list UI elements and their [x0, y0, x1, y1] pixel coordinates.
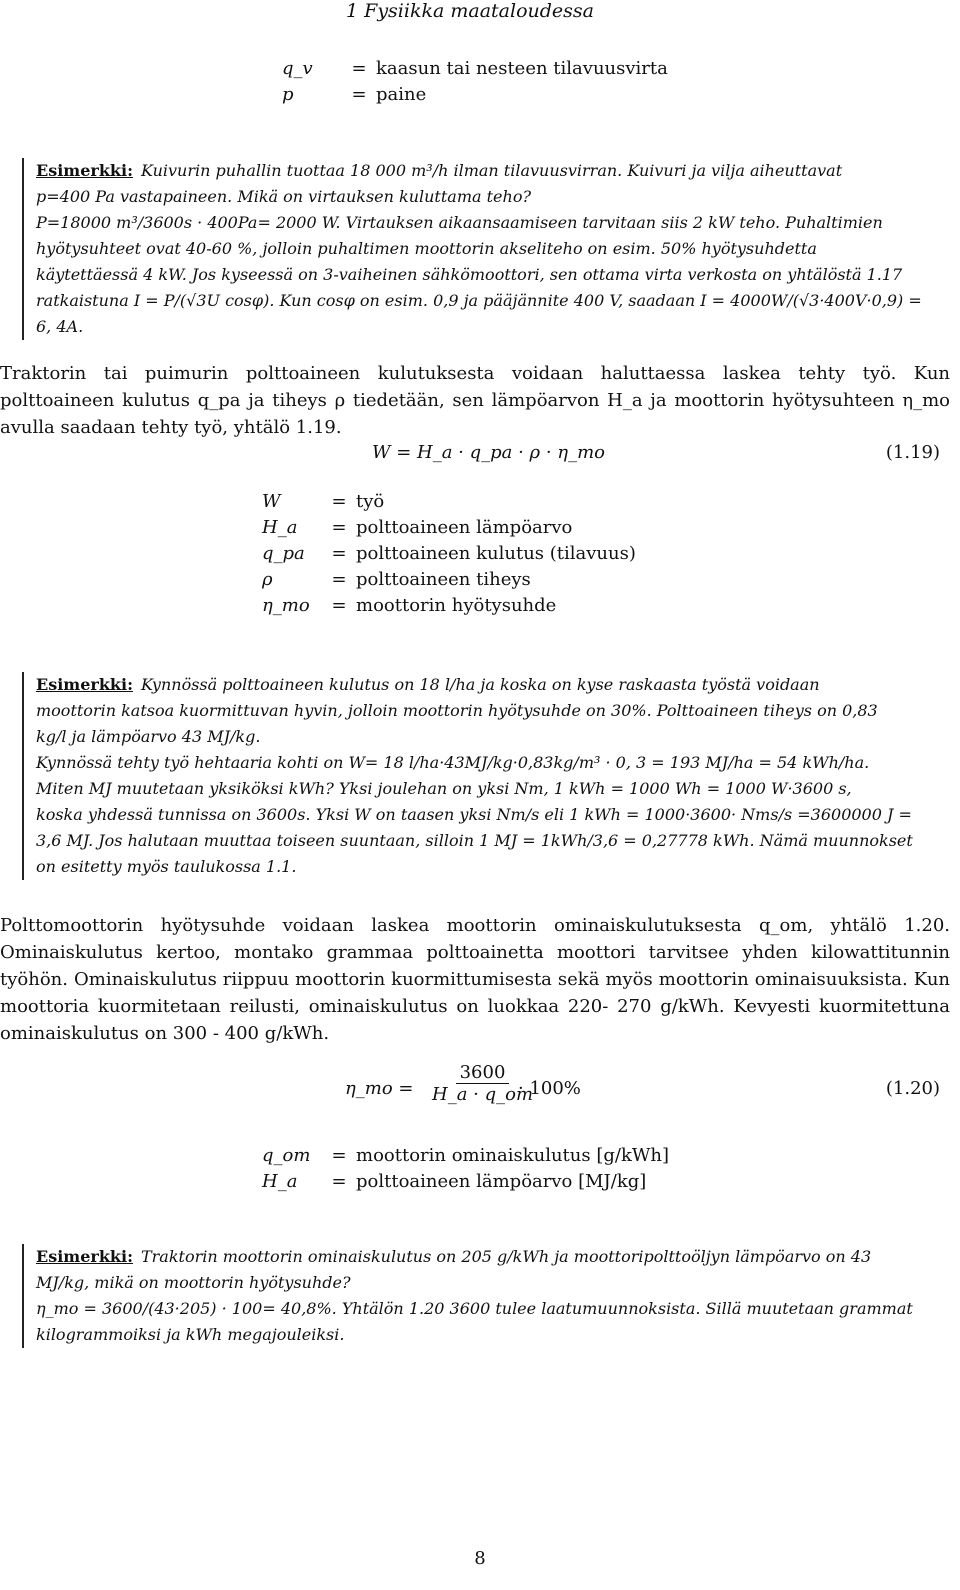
definition-list-3 [262, 1142, 669, 1194]
definition-row [262, 488, 636, 514]
fraction-numerator: 3600 [456, 1062, 510, 1084]
equation-number: (1.19) [885, 442, 940, 463]
chapter-title: 1 Fysiikka maataloudessa [346, 0, 594, 22]
fraction-denominator: H_a · q_om [432, 1084, 534, 1105]
definition-symbol: p [282, 83, 294, 105]
example-label: Esimerkki: [36, 1247, 133, 1266]
example-line: Kynnössä tehty työ hehtaaria kohti on W= 18 l/ha·43MJ/kg·0,83kg/m³ · 0, 3 = 193 MJ/ha = 54 kWh/ha. [36, 753, 870, 772]
example-line: p=400 Pa vastapaineen. Mikä on virtauksen kuluttama teho? [36, 187, 532, 206]
page-header [0, 0, 960, 22]
example-label: Esimerkki: [36, 675, 133, 694]
definition-row [262, 540, 636, 566]
paragraph-efficiency: Polttomoottorin hyötysuhde voidaan laskea moottorin ominaiskulutuksesta q_om, yhtälö 1.20. Ominaiskulutus kertoo, montako grammaa polttoainetta moottori tarvitsee yhden kilowattitunnin työhön. Ominaiskulutus riippuu moottorin kuormittumisesta sekä myös moottorin ominaisuuksista. Kun moottoria kuormitetaan reilusti, ominaiskulutus on luokkaa 220- 270 g/kWh. Kevyesti kuormitettuna ominaiskulutus on 300 - 400 g/kWh. [0, 915, 950, 1044]
example-box-3 [22, 1244, 936, 1348]
definition-symbol: H_a [262, 1170, 298, 1192]
definition-equals: = [331, 1170, 347, 1192]
equation-1-19 [0, 442, 950, 470]
definition-row [262, 592, 636, 618]
example-line: kg/l ja lämpöarvo 43 MJ/kg. [36, 727, 261, 746]
definition-row [262, 514, 636, 540]
definition-text: polttoaineen lämpöarvo [MJ/kg] [356, 1170, 647, 1192]
example-line: Esimerkki: Kynnössä polttoaineen kulutus on 18 l/ha ja koska on kyse raskaasta työstä voidaan [36, 675, 820, 694]
definition-text: paine [376, 83, 427, 105]
definition-text: moottorin hyötysuhde [356, 594, 557, 616]
definition-symbol: ρ [262, 568, 273, 590]
example-line: koska yhdessä tunnissa on 3600s. Yksi W on taasen yksi Nm/s eli 1 kWh = 1000·3600· Nms/s =3600000 J = [36, 805, 912, 824]
definition-equals: = [351, 83, 367, 105]
definition-row [282, 81, 668, 107]
definition-equals: = [331, 490, 347, 512]
page-number: 8 [474, 1548, 486, 1569]
equation-expression: W = H_a · q_pa · ρ · η_mo [372, 442, 605, 463]
definition-equals: = [331, 594, 347, 616]
example-line: MJ/kg, mikä on moottorin hyötysuhde? [36, 1273, 351, 1292]
definition-equals: = [331, 542, 347, 564]
definition-text: polttoaineen tiheys [356, 568, 531, 590]
definition-list-1 [282, 55, 668, 107]
definition-text: polttoaineen lämpöarvo [356, 516, 573, 538]
definition-symbol: q_om [262, 1144, 311, 1166]
example-line: kilogrammoiksi ja kWh megajouleiksi. [36, 1325, 345, 1344]
definition-text: työ [356, 490, 385, 512]
example-line: Esimerkki: Kuivurin puhallin tuottaa 18 000 m³/h ilman tilavuusvirran. Kuivuri ja vilja aiheuttavat [36, 161, 843, 180]
definition-symbol: q_v [282, 57, 313, 79]
definition-text: kaasun tai nesteen tilavuusvirta [376, 57, 668, 79]
example-line: P=18000 m³/3600s · 400Pa= 2000 W. Virtauksen aikaansaamiseen tarvitaan siis 2 kW teho. Puhaltimien [36, 213, 883, 232]
example-line: ratkaistuna I = P/(√3U cosφ). Kun cosφ on esim. 0,9 ja pääjännite 400 V, saadaan I = 4000W/(√3·400V·0,9) = 6, 4A. [36, 291, 922, 336]
definition-row [262, 1142, 669, 1168]
example-line: käytettäessä 4 kW. Jos kyseessä on 3-vaiheinen sähkömoottori, sen ottama virta verkosta on yhtälöstä 1.17 [36, 265, 903, 284]
equation-rhs: · 100% [518, 1078, 581, 1099]
definition-symbol: H_a [262, 516, 298, 538]
paragraph-work: Traktorin tai puimurin polttoaineen kulutuksesta voidaan haluttaessa laskea tehty työ. Kun polttoaineen kulutus q_pa ja tiheys ρ tiedetään, sen lämpöarvon H_a ja moottorin hyötysuhteen η_mo avulla saadaan tehty työ, yhtälö 1.19. [0, 363, 950, 438]
definition-text: polttoaineen kulutus (tilavuus) [356, 542, 636, 564]
example-line: moottorin katsoa kuormittuvan hyvin, jolloin moottorin hyötysuhde on 30%. Polttoaineen tiheys on 0,83 [36, 701, 878, 720]
example-line: Esimerkki: Traktorin moottorin ominaiskulutus on 205 g/kWh ja moottoripolttoöljyn lämpöarvo on 43 [36, 1247, 872, 1266]
definition-list-2 [262, 488, 636, 618]
example-line: Miten MJ muutetaan yksiköksi kWh? Yksi joulehan on yksi Nm, 1 kWh = 1000 Wh = 1000 W·3600 s, [36, 779, 852, 798]
equation-lhs: η_mo = [345, 1078, 414, 1099]
example-line: η_mo = 3600/(43·205) · 100= 40,8%. Yhtälön 1.20 3600 tulee laatumuunnoksista. Sillä muutetaan grammat [36, 1299, 913, 1318]
example-box-1 [22, 158, 936, 340]
definition-equals: = [331, 516, 347, 538]
definition-row [262, 566, 636, 592]
example-label: Esimerkki: [36, 161, 133, 180]
example-line: hyötysuhteet ovat 40-60 %, jolloin puhaltimen moottorin akseliteho on esim. 50% hyötysuhdetta [36, 239, 817, 258]
equation-1-20 [0, 1062, 950, 1122]
definition-equals: = [331, 568, 347, 590]
definition-symbol: q_pa [262, 542, 305, 564]
definition-text: moottorin ominaiskulutus [g/kWh] [356, 1144, 669, 1166]
definition-row [262, 1168, 669, 1194]
definition-equals: = [331, 1144, 347, 1166]
equation-number: (1.20) [885, 1078, 940, 1099]
example-box-2 [22, 672, 936, 880]
example-line: 3,6 MJ. Jos halutaan muuttaa toiseen suuntaan, silloin 1 MJ = 1kWh/3,6 = 0,27778 kWh. Nämä muunnokset [36, 831, 913, 850]
definition-row [282, 55, 668, 81]
definition-equals: = [351, 57, 367, 79]
definition-symbol: η_mo [262, 594, 310, 616]
definition-symbol: W [262, 490, 281, 512]
example-line: on esitetty myös taulukossa 1.1. [36, 857, 297, 876]
